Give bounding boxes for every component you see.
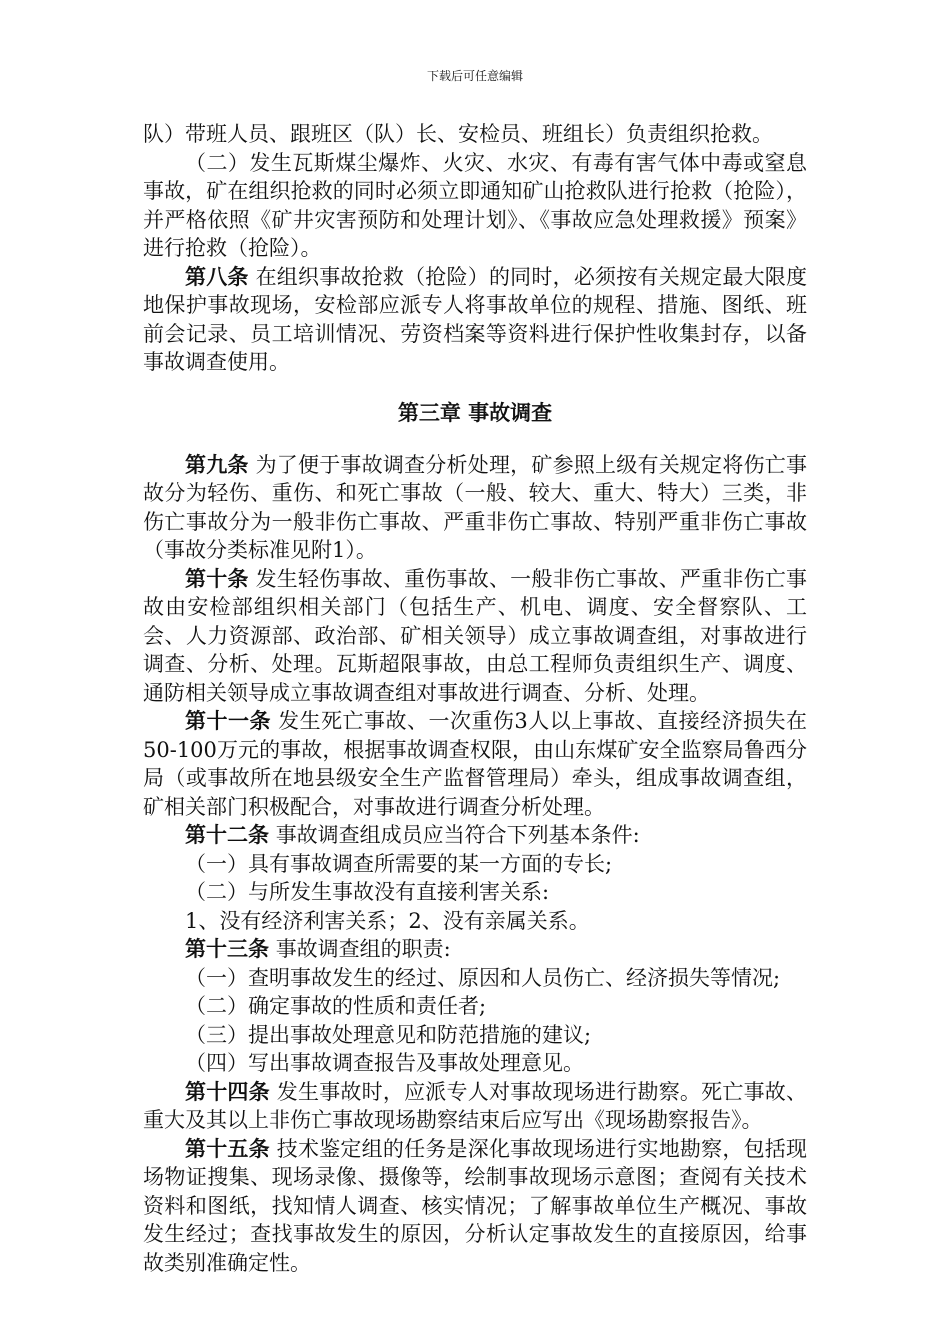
article-12 xyxy=(143,821,807,850)
chapter-title: 第三章 事故调查 xyxy=(397,400,553,425)
article-8-label: 第八条 xyxy=(185,264,249,289)
article-9-label: 第九条 xyxy=(185,452,249,477)
article-15-label: 第十五条 xyxy=(185,1136,270,1161)
article-8 xyxy=(143,263,807,377)
article-11-text: 发生死亡事故、一次重伤3人以上事故、直接经济损失在50-100万元的事故，根据事故调查权限，由山东煤矿安全监察局鲁西分局（或事故所在地县级安全生产监督管理局）牵头，组成事故调查组，矿相关部门积极配合，对事故进行调查分析处理。 xyxy=(143,709,808,819)
header-note: 下载后可任意编辑 xyxy=(426,69,523,83)
article-12-item-1: （一）具有事故调查所需要的某一方面的专长; xyxy=(185,851,613,876)
article-13-item-4: （四）写出事故调查报告及事故处理意见。 xyxy=(185,1051,584,1075)
article-15-text: 技术鉴定组的任务是深化事故现场进行实地勘察，包括现场物证搜集、现场录像、摄像等，绘制事故现场示意图；查阅有关技术资料和图纸，找知情人调查、核实情况；了解事故单位生产概况、事故发生经过；查找事故发生的原因，分析认定事故发生的直接原因，给事故类别准确定性。 xyxy=(143,1136,808,1275)
article-8-text: 在组织事故抢救（抢险）的同时，必须按有关规定最大限度地保护事故现场，安检部应派专人将事故单位的规程、措施、图纸、班前会记录、员工培训情况、劳资档案等资料进行保护性收集封存，以备事故调查使用。 xyxy=(143,264,808,374)
article-13-item-3: （三）提出事故处理意见和防范措施的建议; xyxy=(185,1022,592,1047)
article-14-text: 发生事故时，应派专人对事故现场进行勘察。死亡事故、重大及其以上非伤亡事故现场勘察结束后应写出《现场勘察报告》。 xyxy=(143,1079,808,1132)
article-13 xyxy=(143,935,807,964)
paragraph-continuation: 队）带班人员、跟班区（队）长、安检员、班组长）负责组织抢救。 xyxy=(143,122,773,146)
paragraph-item-2: （二）发生瓦斯煤尘爆炸、火灾、水灾、有毒有害气体中毒或窒息事故，矿在组织抢救的同时必须立即通知矿山抢救队进行抢救（抢险），并严格依照《矿井灾害预防和处理计划》、《事故应急处理救援》预案》进行抢救（抢险）。 xyxy=(143,150,807,260)
article-10 xyxy=(143,565,807,708)
article-13-item-1: （一）查明事故发生的经过、原因和人员伤亡、经济损失等情况; xyxy=(185,965,781,990)
article-12-item-3: 1、没有经济利害关系；2、没有亲属关系。 xyxy=(185,908,590,933)
article-9 xyxy=(143,451,807,565)
article-11-label: 第十一条 xyxy=(185,709,271,733)
document-body xyxy=(143,120,807,1277)
article-10-text: 发生轻伤事故、重伤事故、一般非伤亡事故、严重非伤亡事故由安检部组织相关部门（包括生产、机电、调度、安全督察队、工会、人力资源部、政治部、矿相关领导）成立事故调查组，对事故进行调查、分析、处理。瓦斯超限事故，由总工程师负责组织生产、调度、通防相关领导成立事故调查组对事故进行调查、分析、处理。 xyxy=(143,566,808,705)
article-11 xyxy=(143,707,807,821)
article-12-label: 第十二条 xyxy=(185,823,269,847)
article-13-label: 第十三条 xyxy=(185,937,269,961)
article-14-label: 第十四条 xyxy=(185,1079,270,1104)
article-10-label: 第十条 xyxy=(185,566,249,591)
article-12-item-2: （二）与所发生事故没有直接利害关系: xyxy=(185,880,550,904)
article-12-text: 事故调查组成员应当符合下列基本条件: xyxy=(275,823,640,847)
article-9-text: 为了便于事故调查分析处理，矿参照上级有关规定将伤亡事故分为轻伤、重伤、和死亡事故（一般、较大、重大、特大）三类，非伤亡事故分为一般非伤亡事故、严重非伤亡事故、特别严重非伤亡事故（事故分类标准见附1）。 xyxy=(143,452,808,562)
article-15 xyxy=(143,1135,807,1278)
article-13-text: 事故调查组的职责: xyxy=(275,937,451,961)
article-14 xyxy=(143,1078,807,1135)
article-13-item-2: （二）确定事故的性质和责任者; xyxy=(185,994,487,1018)
